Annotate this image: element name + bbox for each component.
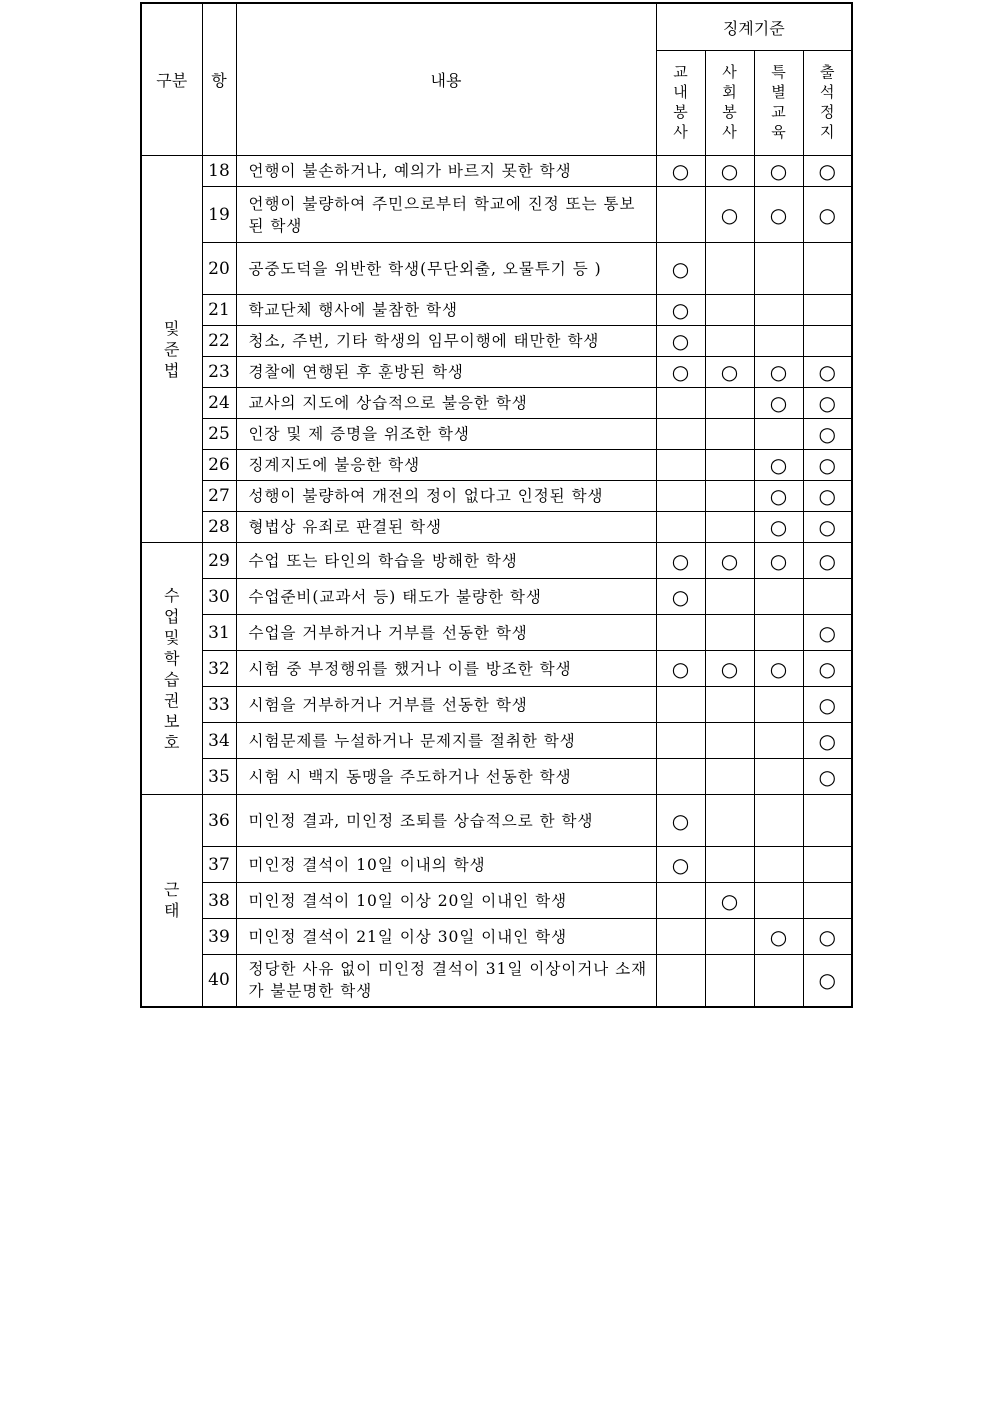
circle-mark-icon: ○ xyxy=(671,256,690,281)
item-description: 경찰에 연행된 후 훈방된 학생 xyxy=(236,357,656,388)
table-body xyxy=(141,156,852,1007)
mark-cell-special-education xyxy=(754,512,803,543)
mark-cell-school-service xyxy=(656,295,705,326)
table-row xyxy=(141,847,852,883)
mark-cell-special-education xyxy=(754,615,803,651)
mark-cell-special-education xyxy=(754,795,803,847)
mark-cell-suspension xyxy=(803,723,852,759)
mark-cell-community-service xyxy=(705,579,754,615)
mark-cell-community-service xyxy=(705,955,754,1007)
header-content: 내용 xyxy=(236,3,656,156)
mark-cell-special-education xyxy=(754,847,803,883)
mark-cell-suspension xyxy=(803,919,852,955)
item-description: 미인정 결석이 10일 이내의 학생 xyxy=(236,847,656,883)
mark-cell-community-service xyxy=(705,651,754,687)
item-number: 39 xyxy=(202,919,236,955)
mark-cell-suspension xyxy=(803,388,852,419)
item-number: 26 xyxy=(202,450,236,481)
mark-cell-suspension xyxy=(803,243,852,295)
table-row xyxy=(141,388,852,419)
item-description: 미인정 결석이 10일 이상 20일 이내인 학생 xyxy=(236,883,656,919)
circle-mark-icon: ○ xyxy=(818,692,836,717)
table-row xyxy=(141,723,852,759)
circle-mark-icon: ○ xyxy=(818,548,836,573)
item-description: 공중도덕을 위반한 학생(무단외출, 오물투기 등 ) xyxy=(236,243,656,295)
item-description: 시험 중 부정행위를 했거나 이를 방조한 학생 xyxy=(236,651,656,687)
mark-cell-suspension xyxy=(803,579,852,615)
category-cell: 수업및학습권보호 xyxy=(141,543,202,795)
circle-mark-icon: ○ xyxy=(720,360,739,384)
item-description: 언행이 불량하여 주민으로부터 학교에 진정 또는 통보된 학생 xyxy=(236,187,656,243)
header-measure-school-service: 교내봉사 xyxy=(656,51,705,156)
mark-cell-special-education xyxy=(754,883,803,919)
mark-cell-special-education xyxy=(754,357,803,388)
table-row xyxy=(141,919,852,955)
circle-mark-icon: ○ xyxy=(671,852,690,877)
header-item-no: 항 xyxy=(202,3,236,156)
mark-cell-special-education xyxy=(754,481,803,512)
item-number: 38 xyxy=(202,883,236,919)
mark-cell-special-education xyxy=(754,187,803,243)
item-description: 징계지도에 불응한 학생 xyxy=(236,450,656,481)
circle-mark-icon: ○ xyxy=(769,202,788,227)
circle-mark-icon: ○ xyxy=(671,159,690,183)
item-description: 인장 및 제 증명을 위조한 학생 xyxy=(236,419,656,450)
mark-cell-school-service xyxy=(656,723,705,759)
table-row xyxy=(141,326,852,357)
discipline-criteria-table xyxy=(140,2,853,1008)
item-description: 학교단체 행사에 불참한 학생 xyxy=(236,295,656,326)
mark-cell-suspension xyxy=(803,326,852,357)
mark-cell-community-service xyxy=(705,687,754,723)
item-description: 수업 또는 타인의 학습을 방해한 학생 xyxy=(236,543,656,579)
mark-cell-community-service xyxy=(705,919,754,955)
mark-cell-community-service xyxy=(705,481,754,512)
circle-mark-icon: ○ xyxy=(818,924,836,949)
item-number: 23 xyxy=(202,357,236,388)
item-number: 40 xyxy=(202,955,236,1007)
mark-cell-community-service xyxy=(705,156,754,187)
table-row xyxy=(141,450,852,481)
mark-cell-suspension xyxy=(803,883,852,919)
mark-cell-community-service xyxy=(705,326,754,357)
item-number: 31 xyxy=(202,615,236,651)
table-row xyxy=(141,156,852,187)
circle-mark-icon: ○ xyxy=(769,656,788,681)
mark-cell-community-service xyxy=(705,357,754,388)
circle-mark-icon: ○ xyxy=(818,391,836,415)
mark-cell-special-education xyxy=(754,723,803,759)
header-measure-community-service: 사회봉사 xyxy=(705,51,754,156)
item-description: 시험 시 백지 동맹을 주도하거나 선동한 학생 xyxy=(236,759,656,795)
table-row xyxy=(141,795,852,847)
item-description: 언행이 불손하거나, 예의가 바르지 못한 학생 xyxy=(236,156,656,187)
table-row xyxy=(141,512,852,543)
circle-mark-icon: ○ xyxy=(671,584,690,609)
circle-mark-icon: ○ xyxy=(818,159,836,183)
mark-cell-school-service xyxy=(656,543,705,579)
header-category: 구분 xyxy=(141,3,202,156)
circle-mark-icon: ○ xyxy=(720,888,739,913)
item-number: 34 xyxy=(202,723,236,759)
mark-cell-special-education xyxy=(754,651,803,687)
circle-mark-icon: ○ xyxy=(818,656,836,681)
circle-mark-icon: ○ xyxy=(818,453,836,477)
mark-cell-school-service xyxy=(656,326,705,357)
circle-mark-icon: ○ xyxy=(818,728,836,753)
circle-mark-icon: ○ xyxy=(671,548,690,573)
circle-mark-icon: ○ xyxy=(769,548,788,573)
circle-mark-icon: ○ xyxy=(818,484,836,508)
item-description: 미인정 결석이 21일 이상 30일 이내인 학생 xyxy=(236,919,656,955)
mark-cell-community-service xyxy=(705,847,754,883)
mark-cell-school-service xyxy=(656,357,705,388)
mark-cell-suspension xyxy=(803,687,852,723)
item-number: 24 xyxy=(202,388,236,419)
mark-cell-community-service xyxy=(705,543,754,579)
table-row xyxy=(141,295,852,326)
category-cell: 근태 xyxy=(141,795,202,1007)
item-description: 교사의 지도에 상습적으로 불응한 학생 xyxy=(236,388,656,419)
mark-cell-special-education xyxy=(754,326,803,357)
table-row xyxy=(141,759,852,795)
table-row xyxy=(141,615,852,651)
item-number: 28 xyxy=(202,512,236,543)
circle-mark-icon: ○ xyxy=(720,548,739,573)
mark-cell-suspension xyxy=(803,450,852,481)
item-number: 20 xyxy=(202,243,236,295)
circle-mark-icon: ○ xyxy=(818,360,836,384)
mark-cell-community-service xyxy=(705,795,754,847)
circle-mark-icon: ○ xyxy=(769,924,788,949)
mark-cell-school-service xyxy=(656,243,705,295)
mark-cell-special-education xyxy=(754,295,803,326)
circle-mark-icon: ○ xyxy=(720,656,739,681)
circle-mark-icon: ○ xyxy=(769,360,788,384)
mark-cell-suspension xyxy=(803,847,852,883)
mark-cell-school-service xyxy=(656,651,705,687)
mark-cell-suspension xyxy=(803,481,852,512)
header-measure-suspension: 출석정지 xyxy=(803,51,852,156)
mark-cell-school-service xyxy=(656,955,705,1007)
circle-mark-icon: ○ xyxy=(671,808,690,833)
mark-cell-school-service xyxy=(656,847,705,883)
mark-cell-special-education xyxy=(754,543,803,579)
mark-cell-community-service xyxy=(705,512,754,543)
circle-mark-icon: ○ xyxy=(818,422,836,446)
circle-mark-icon: ○ xyxy=(720,202,739,227)
mark-cell-suspension xyxy=(803,187,852,243)
mark-cell-community-service xyxy=(705,295,754,326)
circle-mark-icon: ○ xyxy=(818,620,836,645)
mark-cell-school-service xyxy=(656,388,705,419)
mark-cell-special-education xyxy=(754,687,803,723)
item-number: 22 xyxy=(202,326,236,357)
table-row xyxy=(141,419,852,450)
circle-mark-icon: ○ xyxy=(769,391,788,415)
mark-cell-suspension xyxy=(803,651,852,687)
item-description: 정당한 사유 없이 미인정 결석이 31일 이상이거나 소재가 불분명한 학생 xyxy=(236,955,656,1007)
mark-cell-community-service xyxy=(705,723,754,759)
mark-cell-special-education xyxy=(754,243,803,295)
item-number: 29 xyxy=(202,543,236,579)
mark-cell-special-education xyxy=(754,759,803,795)
mark-cell-suspension xyxy=(803,955,852,1007)
category-cell: 및준법 xyxy=(141,156,202,543)
mark-cell-suspension xyxy=(803,295,852,326)
mark-cell-school-service xyxy=(656,687,705,723)
circle-mark-icon: ○ xyxy=(671,329,690,353)
mark-cell-school-service xyxy=(656,883,705,919)
circle-mark-icon: ○ xyxy=(818,515,836,539)
circle-mark-icon: ○ xyxy=(769,453,788,477)
item-description: 수업준비(교과서 등) 태도가 불량한 학생 xyxy=(236,579,656,615)
table-row xyxy=(141,955,852,1007)
mark-cell-special-education xyxy=(754,156,803,187)
table-row xyxy=(141,883,852,919)
mark-cell-special-education xyxy=(754,388,803,419)
mark-cell-school-service xyxy=(656,156,705,187)
table-row xyxy=(141,243,852,295)
circle-mark-icon: ○ xyxy=(671,298,690,322)
item-number: 32 xyxy=(202,651,236,687)
mark-cell-suspension xyxy=(803,795,852,847)
mark-cell-suspension xyxy=(803,615,852,651)
table-row xyxy=(141,651,852,687)
item-number: 36 xyxy=(202,795,236,847)
item-number: 18 xyxy=(202,156,236,187)
mark-cell-suspension xyxy=(803,759,852,795)
circle-mark-icon: ○ xyxy=(720,159,739,183)
item-description: 형법상 유죄로 판결된 학생 xyxy=(236,512,656,543)
header-criteria: 징계기준 xyxy=(656,3,852,51)
circle-mark-icon: ○ xyxy=(671,360,690,384)
mark-cell-school-service xyxy=(656,450,705,481)
item-number: 25 xyxy=(202,419,236,450)
circle-mark-icon: ○ xyxy=(671,656,690,681)
circle-mark-icon: ○ xyxy=(769,515,788,539)
item-description: 시험을 거부하거나 거부를 선동한 학생 xyxy=(236,687,656,723)
circle-mark-icon: ○ xyxy=(769,159,788,183)
mark-cell-special-education xyxy=(754,419,803,450)
mark-cell-community-service xyxy=(705,388,754,419)
item-number: 33 xyxy=(202,687,236,723)
mark-cell-school-service xyxy=(656,759,705,795)
mark-cell-community-service xyxy=(705,187,754,243)
mark-cell-suspension xyxy=(803,357,852,388)
table-row xyxy=(141,357,852,388)
item-number: 21 xyxy=(202,295,236,326)
item-number: 27 xyxy=(202,481,236,512)
item-number: 30 xyxy=(202,579,236,615)
table-row xyxy=(141,687,852,723)
mark-cell-community-service xyxy=(705,759,754,795)
mark-cell-suspension xyxy=(803,156,852,187)
circle-mark-icon: ○ xyxy=(818,968,836,993)
mark-cell-community-service xyxy=(705,243,754,295)
mark-cell-school-service xyxy=(656,615,705,651)
table-row xyxy=(141,481,852,512)
mark-cell-school-service xyxy=(656,579,705,615)
item-description: 미인정 결과, 미인정 조퇴를 상습적으로 한 학생 xyxy=(236,795,656,847)
mark-cell-special-education xyxy=(754,919,803,955)
mark-cell-community-service xyxy=(705,615,754,651)
item-number: 19 xyxy=(202,187,236,243)
circle-mark-icon: ○ xyxy=(818,202,836,227)
table-row xyxy=(141,543,852,579)
header-measure-special-education: 특별교육 xyxy=(754,51,803,156)
mark-cell-special-education xyxy=(754,579,803,615)
mark-cell-community-service xyxy=(705,419,754,450)
circle-mark-icon: ○ xyxy=(769,484,788,508)
mark-cell-school-service xyxy=(656,795,705,847)
mark-cell-special-education xyxy=(754,955,803,1007)
item-description: 청소, 주번, 기타 학생의 임무이행에 태만한 학생 xyxy=(236,326,656,357)
mark-cell-community-service xyxy=(705,883,754,919)
item-description: 성행이 불량하여 개전의 정이 없다고 인정된 학생 xyxy=(236,481,656,512)
mark-cell-school-service xyxy=(656,419,705,450)
mark-cell-school-service xyxy=(656,481,705,512)
item-number: 37 xyxy=(202,847,236,883)
item-number: 35 xyxy=(202,759,236,795)
mark-cell-suspension xyxy=(803,512,852,543)
circle-mark-icon: ○ xyxy=(818,764,836,789)
mark-cell-suspension xyxy=(803,543,852,579)
table-row xyxy=(141,579,852,615)
mark-cell-suspension xyxy=(803,419,852,450)
item-description: 시험문제를 누설하거나 문제지를 절취한 학생 xyxy=(236,723,656,759)
mark-cell-special-education xyxy=(754,450,803,481)
mark-cell-school-service xyxy=(656,187,705,243)
mark-cell-community-service xyxy=(705,450,754,481)
mark-cell-school-service xyxy=(656,919,705,955)
mark-cell-school-service xyxy=(656,512,705,543)
table-row xyxy=(141,187,852,243)
item-description: 수업을 거부하거나 거부를 선동한 학생 xyxy=(236,615,656,651)
